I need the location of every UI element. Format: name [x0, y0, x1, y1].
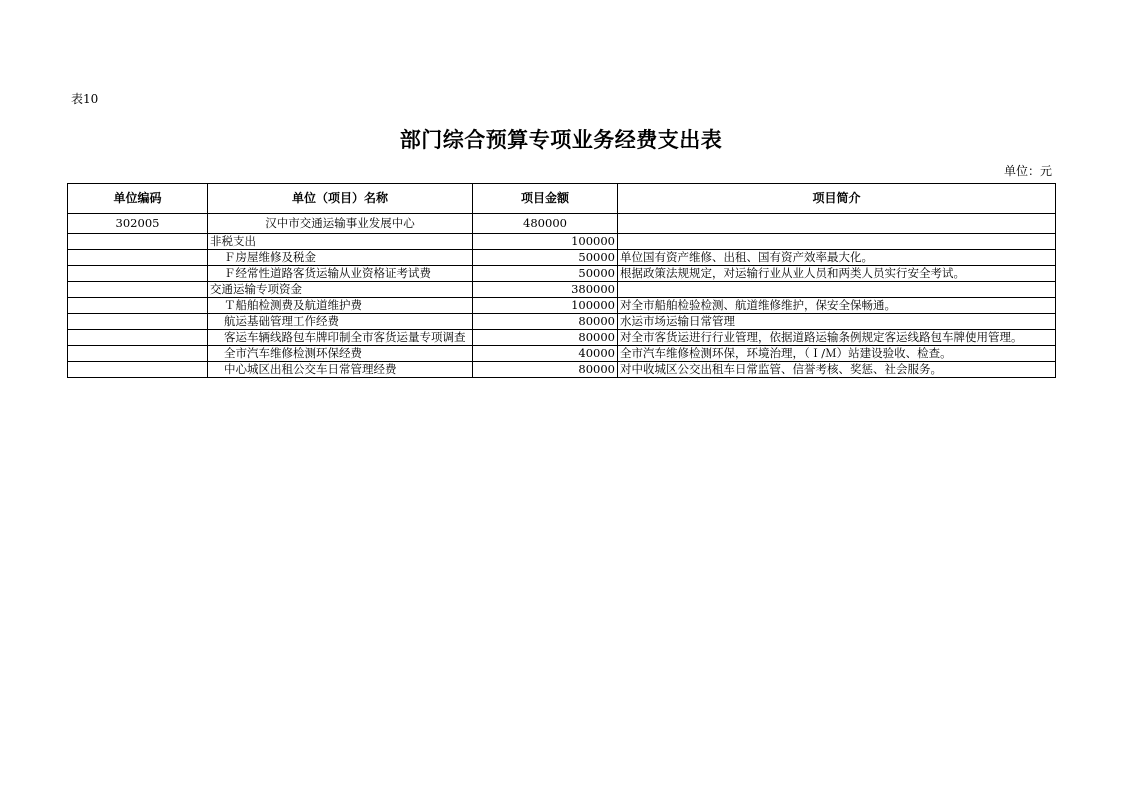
table-row: [68, 266, 1056, 282]
cell-code: [68, 298, 208, 314]
org-amount: 480000: [473, 214, 618, 234]
table-number: 表10: [71, 92, 99, 106]
table-row: [68, 314, 1056, 330]
cell-item-name: 中心城区出租公交车日常管理经费: [208, 362, 473, 378]
org-name: 汉中市交通运输事业发展中心: [208, 214, 473, 234]
cell-description: 全市汽车维修检测环保，环境治理，（Ｉ/Ｍ）站建设验收、检查。: [618, 346, 1056, 362]
table-row: [68, 234, 1056, 250]
cell-code: [68, 282, 208, 298]
table-row: [68, 298, 1056, 314]
cell-amount: 40000: [473, 346, 618, 362]
column-header-name: 单位（项目）名称: [208, 184, 473, 214]
cell-code: [68, 362, 208, 378]
page-title: 部门综合预算专项业务经费支出表: [399, 128, 723, 152]
unit-label: 单位：元: [1003, 164, 1052, 178]
cell-description: 对全市客货运进行行业管理，依据道路运输条例规定客运线路包车牌使用管理。: [618, 330, 1056, 346]
cell-item-name: 非税支出: [208, 234, 473, 250]
cell-amount: 50000: [473, 266, 618, 282]
cell-code: [68, 234, 208, 250]
cell-item-name: Ｆ经常性道路客货运输从业资格证考试费: [208, 266, 473, 282]
cell-description: 对全市船舶检验检测、航道维修维护，保安全保畅通。: [618, 298, 1056, 314]
table-header-row: [68, 184, 1056, 214]
cell-amount: 80000: [473, 362, 618, 378]
cell-amount: 50000: [473, 250, 618, 266]
table-row: [68, 282, 1056, 298]
cell-description: [618, 282, 1056, 298]
table-row: [68, 362, 1056, 378]
cell-item-name: 全市汽车维修检测环保经费: [208, 346, 473, 362]
column-header-code: 单位编码: [68, 184, 208, 214]
cell-code: [68, 330, 208, 346]
cell-item-name: Ｆ房屋维修及税金: [208, 250, 473, 266]
cell-item-name: 交通运输专项资金: [208, 282, 473, 298]
column-header-description: 项目简介: [618, 184, 1056, 214]
cell-amount: 80000: [473, 314, 618, 330]
org-description: [618, 214, 1056, 234]
table-row: [68, 250, 1056, 266]
cell-amount: 100000: [473, 234, 618, 250]
column-header-amount: 项目金额: [473, 184, 618, 214]
cell-description: 单位国有资产维修、出租、国有资产效率最大化。: [618, 250, 1056, 266]
cell-amount: 80000: [473, 330, 618, 346]
cell-item-name: 客运车辆线路包车牌印制全市客货运量专项调查: [208, 330, 473, 346]
cell-code: [68, 346, 208, 362]
cell-description: 水运市场运输日常管理: [618, 314, 1056, 330]
cell-amount: 100000: [473, 298, 618, 314]
table-row: [68, 330, 1056, 346]
cell-amount: 380000: [473, 282, 618, 298]
cell-item-name: Ｔ船舶检测费及航道维护费: [208, 298, 473, 314]
cell-description: 根据政策法规规定，对运输行业从业人员和两类人员实行安全考试。: [618, 266, 1056, 282]
cell-code: [68, 314, 208, 330]
org-code: 302005: [68, 214, 208, 234]
budget-table: [67, 183, 1056, 378]
cell-code: [68, 250, 208, 266]
table-row: [68, 346, 1056, 362]
org-row: [68, 214, 1056, 234]
cell-description: 对中收城区公交出租车日常监管、信誉考核、奖惩、社会服务。: [618, 362, 1056, 378]
cell-code: [68, 266, 208, 282]
cell-item-name: 航运基础管理工作经费: [208, 314, 473, 330]
cell-description: [618, 234, 1056, 250]
